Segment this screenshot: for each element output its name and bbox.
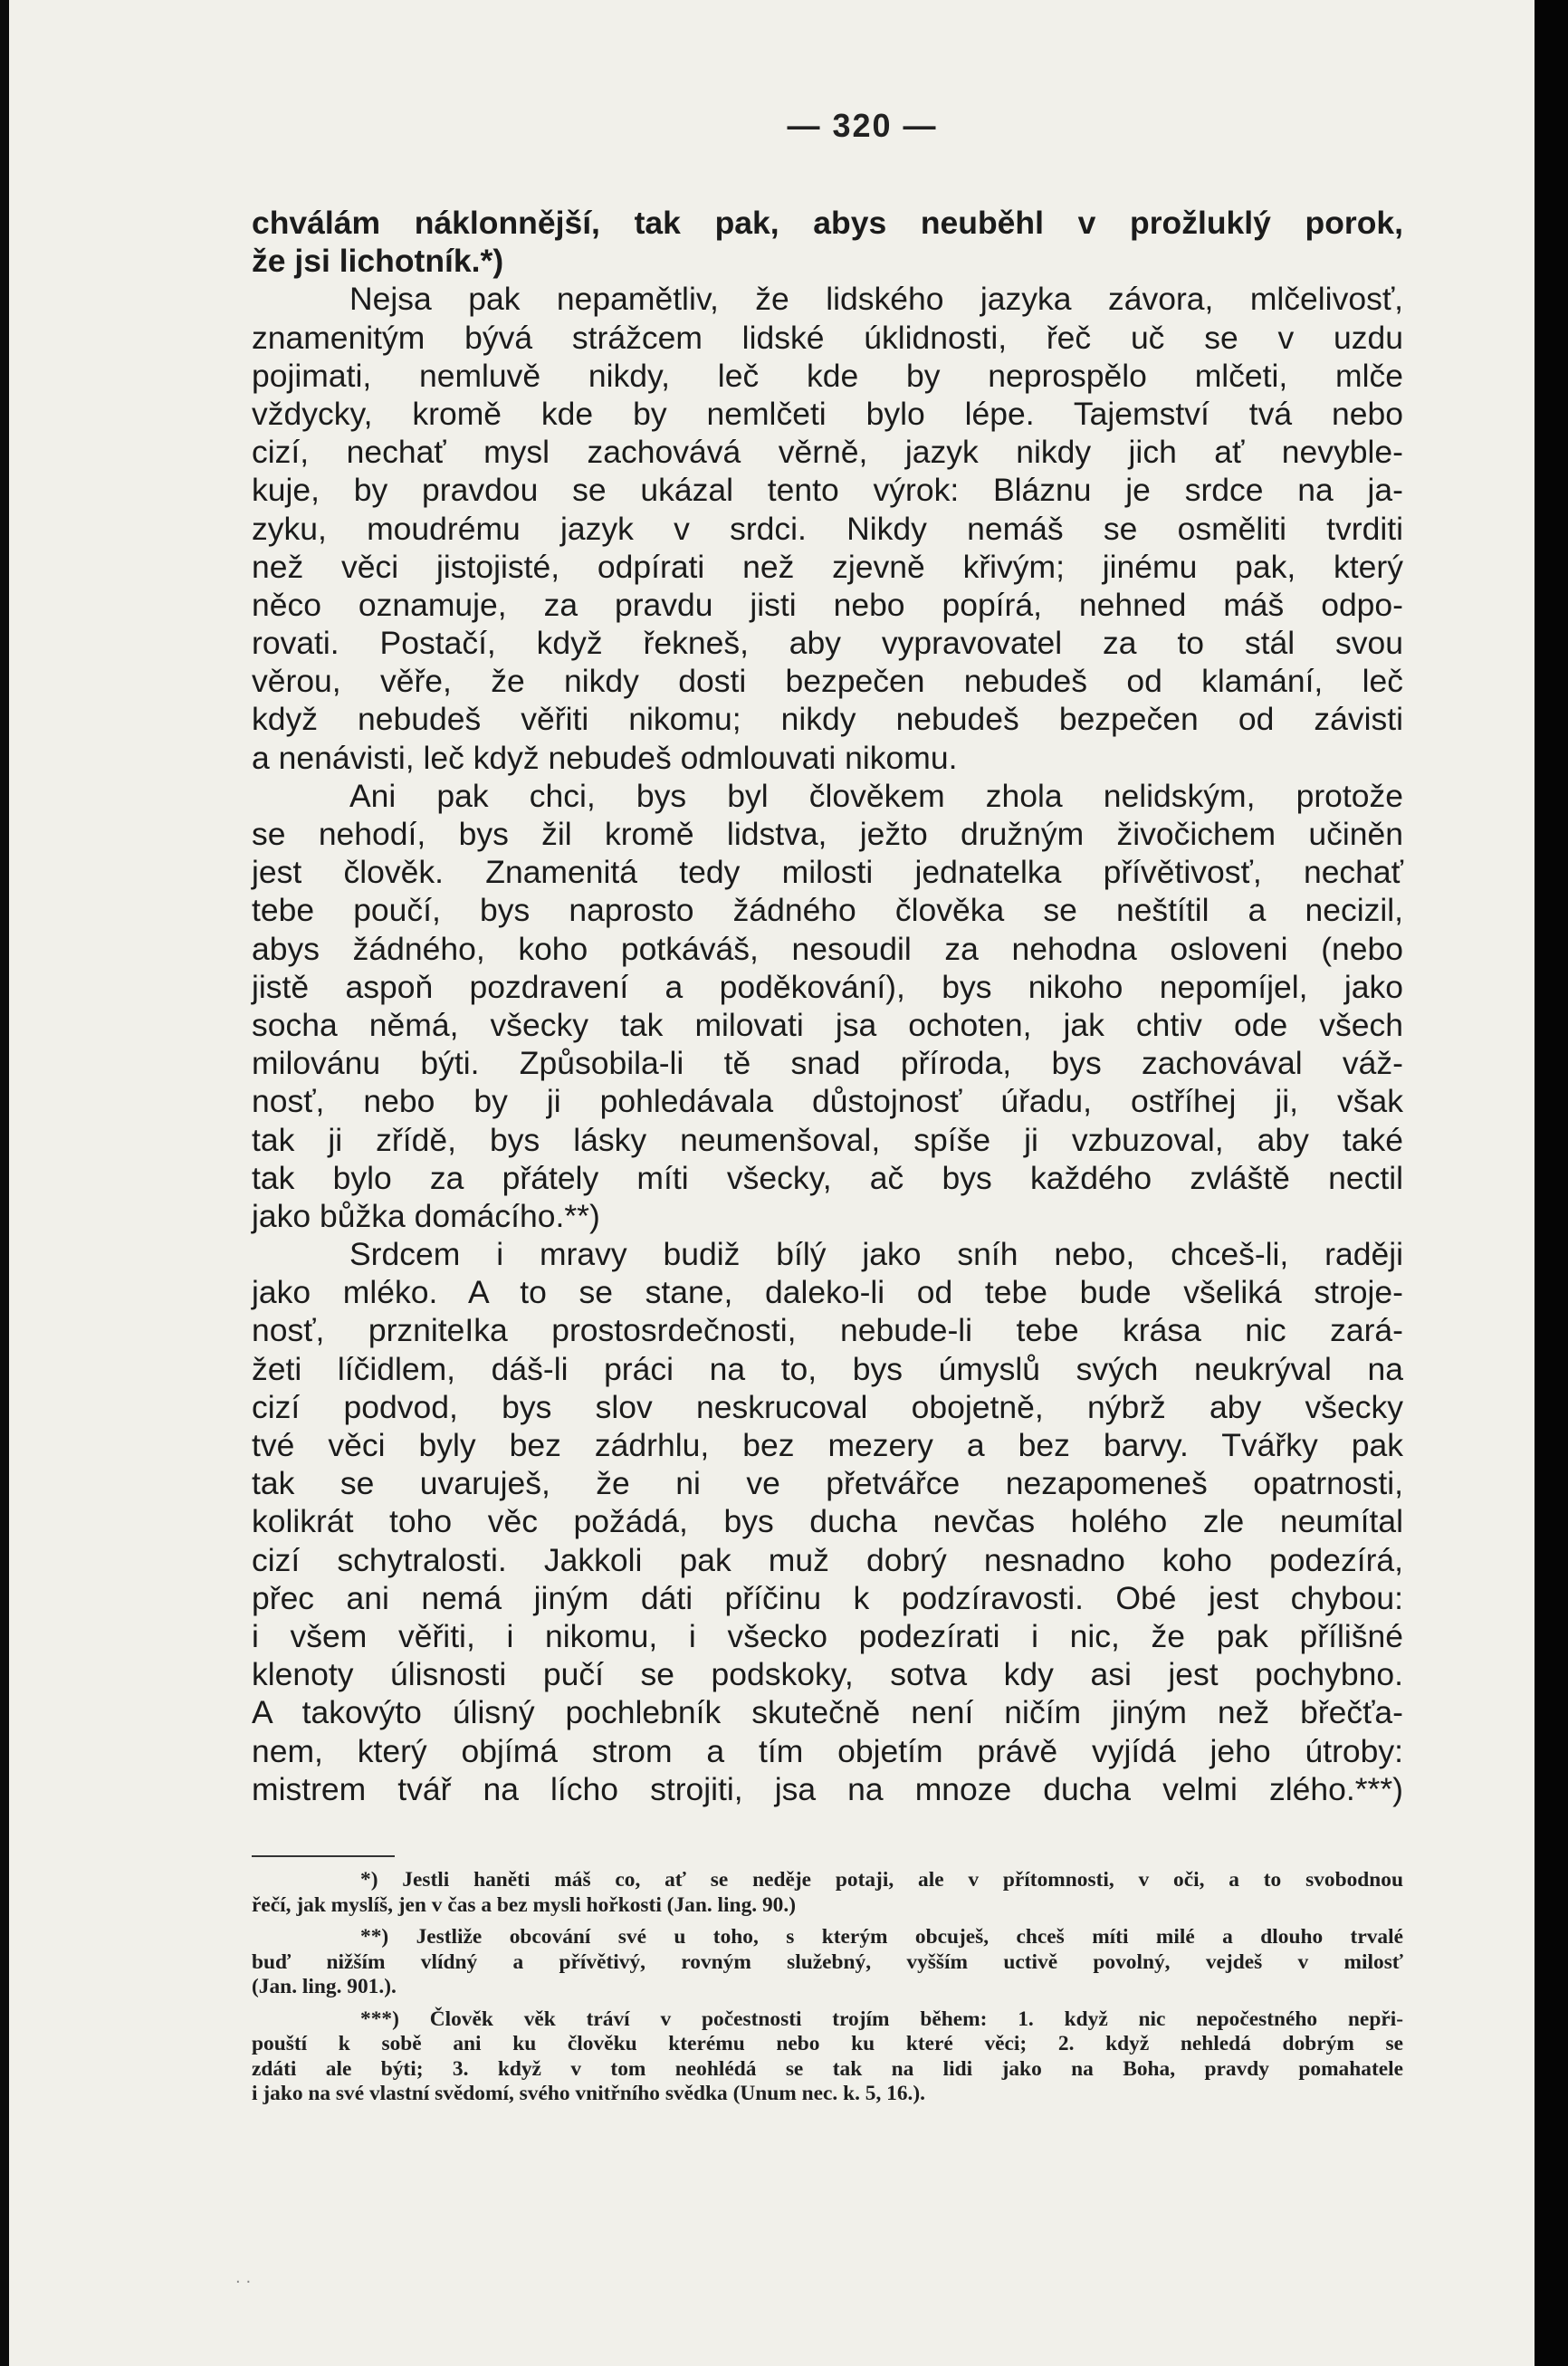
body-line: vždycky, kromě kde by nemlčeti bylo lépe. Tajemství tvá nebo <box>252 395 1403 432</box>
body-line: přec ani nemá jiným dáti příčinu k podzíravosti. Obé jest chybou: <box>252 1579 1403 1616</box>
footnote-line: řečí, jak myslíš, jen v čas a bez mysli hořkosti (Jan. ling. 90.) <box>252 1892 796 1917</box>
body-line: abys žádného, koho potkáváš, nesoudil za nehodna osloveni (nebo <box>252 930 1403 967</box>
body-line: rovati. Postačí, když řekneš, aby vypravovatel za to stál svou <box>252 625 1403 662</box>
body-line: socha němá, všecky tak milovati jsa ochoten, jak chtiv ode všech <box>252 1006 1403 1043</box>
footnote <box>252 1868 1403 1918</box>
body-line: znamenitým bývá strážcem lidské úklidnosti, řeč uč se v uzdu <box>252 319 1403 356</box>
body-line: jest člověk. Znamenitá tedy milosti jednatelka přívětivosť, nechať <box>252 854 1403 891</box>
footnote-line: i jako na své vlastní svědomí, svého vnitřního svědka (Unum nec. k. 5, 16.). <box>252 2082 926 2105</box>
footnote-line: *) Jestli haněti máš co, ať se neděje potaji, ale v přítomnosti, v oči, a to svobodnou <box>360 1868 1403 1892</box>
body-line: jako bůžka domácího.**) <box>252 1197 600 1234</box>
body-line: milovánu býti. Způsobila-li tě snad příroda, bys zachovával váž- <box>252 1045 1403 1082</box>
body-line: Srdcem i mravy budiž bílý jako sníh nebo, chceš-li, raději <box>349 1236 1403 1273</box>
body-line: když nebudeš věřiti nikomu; nikdy nebudeš bezpečen od závisti <box>252 701 1403 738</box>
body-line: kolikrát toho věc požádá, bys ducha nevčas holého zle neumítal <box>252 1503 1403 1540</box>
footnotes <box>252 1868 1403 2114</box>
body-line: cizí schytralosti. Jakkoli pak muž dobrý nesnadno koho podezírá, <box>252 1541 1403 1578</box>
body-line: že jsi lichotník.*) <box>252 243 504 280</box>
body-line: A takovýto úlisný pochlebník skutečně není ničím jiným než břečťa- <box>252 1694 1403 1731</box>
body-line: a nenávisti, leč když nebudeš odmlouvati nikomu. <box>252 739 958 776</box>
body-line: tak se uvaruješ, že ni ve přetvářce nezapomeneš opatrnosti, <box>252 1465 1403 1502</box>
footnote <box>252 2007 1403 2107</box>
body-line: tak bylo za přátely míti všecky, ač bys každého zvláště nectil <box>252 1159 1403 1196</box>
footnote-line: buď nižším vlídný a přívětivý, rovným služebný, vyšším uctivě povolný, vejdeš v milosť <box>252 1949 1403 1974</box>
body-line: tebe poučí, bys naprosto žádného člověka se neštítil a necizil, <box>252 892 1403 929</box>
footnote <box>252 1925 1403 2000</box>
body-line: Ani pak chci, bys byl člověkem zhola nelidským, protože <box>349 777 1403 814</box>
body-line: pojimati, nemluvě nikdy, leč kde by neprospělo mlčeti, mlče <box>252 357 1403 394</box>
body-line: tvé věci byly bez zádrhlu, bez mezery a bez barvy. Tvářky pak <box>252 1427 1403 1463</box>
footnote-line: ***) Člověk věk tráví v počestnosti trojím během: 1. když nic nepočestného nepři- <box>360 2007 1403 2031</box>
body-line: jistě aspoň pozdravení a poděkování), bys nikoho nepomíjel, jako <box>252 968 1403 1005</box>
footnote-divider <box>252 1855 395 1857</box>
body-line: cizí, nechať mysl zachovává věrně, jazyk nikdy jich ať nevyble- <box>252 434 1403 471</box>
body-line: mistrem tvář na lícho strojiti, jsa na mnoze ducha velmi zlého.***) <box>252 1770 1403 1807</box>
scan-border <box>1535 0 1568 2366</box>
document-page <box>9 0 1535 2366</box>
body-line: cizí podvod, bys slov neskrucoval obojetně, nýbrž aby všecky <box>252 1388 1403 1425</box>
body-line: nosť, przniteIka prostosrdečnosti, nebude-li tebe krása nic zará- <box>252 1312 1403 1349</box>
footnote-line: zdáti ale býti; 3. když v tom neohlédá se tak na lidi jako na Boha, pravdy pomahatele <box>252 2056 1403 2081</box>
body-line: Nejsa pak nepamětliv, že lidského jazyka závora, mlčelivosť, <box>349 281 1403 318</box>
body-line: tak ji zřídě, bys lásky neumenšoval, spíše ji vzbuzoval, aby také <box>252 1121 1403 1158</box>
body-line: než věci jistojisté, odpírati než zjevně křivým; jinému pak, který <box>252 548 1403 585</box>
body-line: věrou, věře, že nikdy dosti bezpečen nebudeš od klamání, leč <box>252 663 1403 700</box>
page-number: — 320 — <box>787 107 938 144</box>
body-line: klenoty úlisnosti pučí se podskoky, sotva kdy asi jest pochybno. <box>252 1656 1403 1693</box>
body-text <box>252 204 1403 1808</box>
footnote-line: pouští k sobě ani ku člověku kterému nebo ku které věci; 2. když nehledá dobrým se <box>252 2032 1403 2055</box>
body-line: žeti líčidlem, dáš-li práci na to, bys úmyslů svých neukrýval na <box>252 1350 1403 1387</box>
body-line: jako mléko. A to se stane, daleko-li od tebe bude všeliká stroje- <box>252 1274 1403 1311</box>
body-line: i všem věřiti, i nikomu, i všecko podezírati i nic, že pak přílišné <box>252 1617 1403 1654</box>
footnote-line: (Jan. ling. 901.). <box>252 1975 397 1998</box>
body-line: se nehodí, bys žil kromě lidstva, ježto družným živočichem učiněn <box>252 816 1403 852</box>
body-line: něco oznamuje, za pravdu jisti nebo popírá, nehned máš odpo- <box>252 586 1403 623</box>
body-line: chválám náklonnější, tak pak, abys neuběhl v prožluklý porok, <box>252 205 1403 241</box>
body-line: nosť, nebo by ji pohledávala důstojnosť úřadu, ostříhej ji, však <box>252 1083 1403 1120</box>
body-line: nem, který objímá strom a tím objetím právě vyjídá jeho útroby: <box>252 1732 1403 1769</box>
body-line: zyku, moudrému jazyk v srdci. Nikdy nemáš se osměliti tvrditi <box>252 510 1403 547</box>
body-line: kuje, by pravdou se ukázal tento výrok: Bláznu je srdce na ja- <box>252 472 1403 509</box>
footnote-line: **) Jestliže obcování své u toho, s kterým obcuješ, chceš míti milé a dlouho trvalé <box>360 1925 1403 1949</box>
scan-specks: · · <box>235 2273 252 2292</box>
